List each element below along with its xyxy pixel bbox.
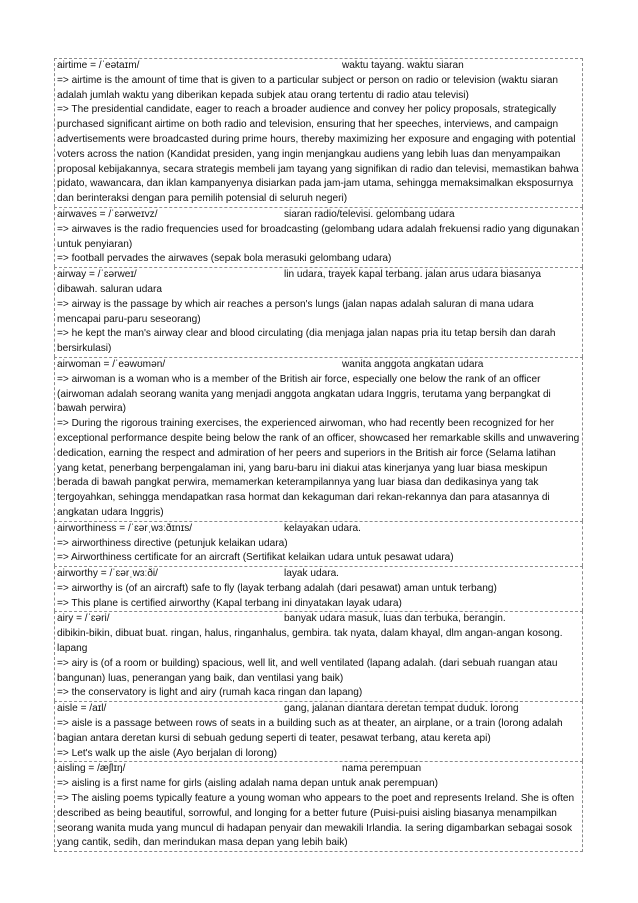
headword-translation: lin udara, trayek kapal terbang. jalan arus udara biasanya: [284, 269, 541, 281]
headword-pronunciation: airway = /ˈɛərweɪ/: [57, 269, 137, 281]
entry-headline: [57, 567, 580, 582]
definition-line: => The presidential candidate, eager to reach a broader audience and convey her policy proposals, strategically purchased significant airtime on both radio and television, ensuring that her speeches, interviews, and campaign advertisements were broadcasted during prime hours, thereby maximizing her exposure and engaging with potential voters across the nation (Kandidat presiden, yang ingin menjangkau audiens yang lebih luas dan menyampaikan proposal kebijakannya, secara strategis membeli jam tayang yang signifikan di radio dan televisi, memastikan bahwa pidato, wawancara, dan iklan kampanyenya disiarkan pada jam-jam utama, sehingga memaksimalkan eksposurnya dan berinteraksi dengan para pemilih potensial di seluruh negeri): [57, 104, 579, 205]
definition-line: => aisling is a first name for girls (aisling adalah nama depan untuk anak perempuan): [57, 778, 438, 790]
entry-headline: [57, 702, 580, 717]
dictionary-entry: [54, 267, 583, 357]
headword-translation: kelayakan udara.: [284, 522, 361, 534]
entry-headline: [57, 762, 580, 777]
headword-translation: gang, jalanan diantara deretan tempat duduk. lorong: [284, 703, 519, 715]
entry-headline: [57, 612, 580, 627]
definition-line: => airy is (of a room or building) spacious, well lit, and well ventilated (lapang adalah. (dari sebuah ruangan atau bangunan) luas, penerangan yang baik, dan ventilasi yang baik): [57, 657, 558, 684]
definition-line: => airwoman is a woman who is a member of the British air force, especially one below the rank of an officer (airwoman adalah seorang wanita yang menjadi anggota angkatan udara Inggris, terutama yang berpangkat di bawah perwira): [57, 373, 551, 415]
headword-translation: wanita anggota angkatan udara: [342, 358, 484, 370]
headword-pronunciation: aisle = /aɪl/: [57, 703, 107, 715]
entry-headline: [57, 208, 580, 223]
definition-line: => Airworthiness certificate for an aircraft (Sertifikat kelaikan udara untuk pesawat udara): [57, 552, 454, 564]
definition-line: => During the rigorous training exercises, the experienced airwoman, who had recently been recognized for her exceptional performance despite being below the rank of an officer, showcased her remarkable skills and unwavering dedication, earning the respect and admiration of her peers and superiors in the British air force (Selama latihan yang ketat, penerbang berpengalaman ini, yang baru-baru ini diakui atas kinerjanya yang luar biasa meskipun berada di bawah pangkat perwira, memamerkan keterampilannya yang luar biasa dan dedikasinya yang tak tergoyahkan, sehingga mendapatkan rasa hormat dan kekaguman dari rekan-rekannya dan para atasannya di angkatan udara Inggris): [57, 418, 580, 518]
headword-translation: siaran radio/televisi. gelombang udara: [284, 208, 455, 220]
dictionary-entry: [54, 207, 583, 267]
dictionary-entry: [54, 521, 583, 566]
headword-translation: nama perempuan: [342, 763, 422, 775]
dictionary-page: [54, 58, 583, 852]
headword-translation: waktu tayang. waktu siaran: [342, 60, 464, 71]
dictionary-entry: [54, 611, 583, 701]
definition-line: => airtime is the amount of time that is given to a particular subject or person on radio or television (waktu siaran adalah jumlah waktu yang diberikan kepada subjek atau orang tertentu di radio atau televisi): [57, 74, 559, 101]
definition-line: => airwaves is the radio frequencies used for broadcasting (gelombang udara adalah frekuensi radio yang digunakan untuk penyiaran): [57, 223, 580, 250]
translation-continuation: dibikin-bikin, dibuat buat. ringan, halus, ringanhalus, gembira. tak nyata, dalam khayal, dlm angan-angan kosong. lapang: [57, 628, 563, 655]
headword-translation: layak udara.: [284, 568, 339, 580]
entry-headline: [57, 522, 580, 537]
definition-line: => airworthy is (of an aircraft) safe to fly (layak terbang adalah (dari pesawat) aman untuk terbang): [57, 582, 497, 594]
headword-pronunciation: aisling = /æʃlɪŋ/: [57, 763, 126, 775]
headword-pronunciation: airwaves = /ˈɛərweɪvz/: [57, 208, 158, 220]
dictionary-entry: [54, 58, 583, 207]
translation-continuation: dibawah. saluran udara: [57, 283, 162, 295]
headword-pronunciation: airwoman = /ˈeəwʊmən/: [57, 358, 166, 370]
dictionary-entry: [54, 566, 583, 611]
definition-line: => football pervades the airwaves (sepak bola merasuki gelombang udara): [57, 253, 392, 265]
headword-pronunciation: airworthy = /ˈɛərˌwɜːði/: [57, 568, 158, 580]
dictionary-entry: [54, 761, 583, 852]
definition-line: => he kept the man's airway clear and blood circulating (dia menjaga jalan napas pria itu tetap bersih dan darah bersirkulasi): [57, 328, 556, 355]
entry-headline: [57, 358, 580, 373]
headword-pronunciation: airtime = /ˈeətaɪm/: [57, 60, 140, 71]
definition-line: => airway is the passage by which air reaches a person's lungs (jalan napas adalah saluran di mana udara mencapai paru-paru seseorang): [57, 298, 534, 325]
dictionary-entry: [54, 701, 583, 761]
definition-line: => aisle is a passage between rows of seats in a building such as at theater, an airplane, or a train (lorong adalah bagian antara deretan kursi di sebuah gedung seperti di teater, pesawat terbang, atau kereta api): [57, 718, 563, 744]
headword-pronunciation: airy = /ˈɛəri/: [57, 613, 110, 625]
entry-headline: [57, 59, 580, 74]
dictionary-entry: [54, 357, 583, 521]
definition-line: => airworthiness directive (petunjuk kelaikan udara): [57, 537, 288, 549]
entry-headline: [57, 268, 580, 283]
definition-line: => The aisling poems typically feature a young woman who appears to the poet and represents Ireland. She is often described as being beautiful, sorrowful, and longing for a better future (Puisi-puisi aisling biasanya menampilkan seorang wanita muda yang muncul di hadapan penyair dan mewakili Irlandia. Ia sering digambarkan sebagai sosok yang cantik, sedih, dan merindukan masa depan yang lebih baik): [57, 793, 575, 849]
definition-line: => the conservatory is light and airy (rumah kaca ringan dan lapang): [57, 687, 363, 699]
definition-line: => Let's walk up the aisle (Ayo berjalan di lorong): [57, 747, 278, 759]
headword-translation: banyak udara masuk, luas dan terbuka, berangin.: [284, 613, 506, 625]
headword-pronunciation: airworthiness = /ˈɛərˌwɜːðɪnɪs/: [57, 522, 193, 534]
definition-line: => This plane is certified airworthy (Kapal terbang ini dinyatakan layak udara): [57, 597, 402, 609]
